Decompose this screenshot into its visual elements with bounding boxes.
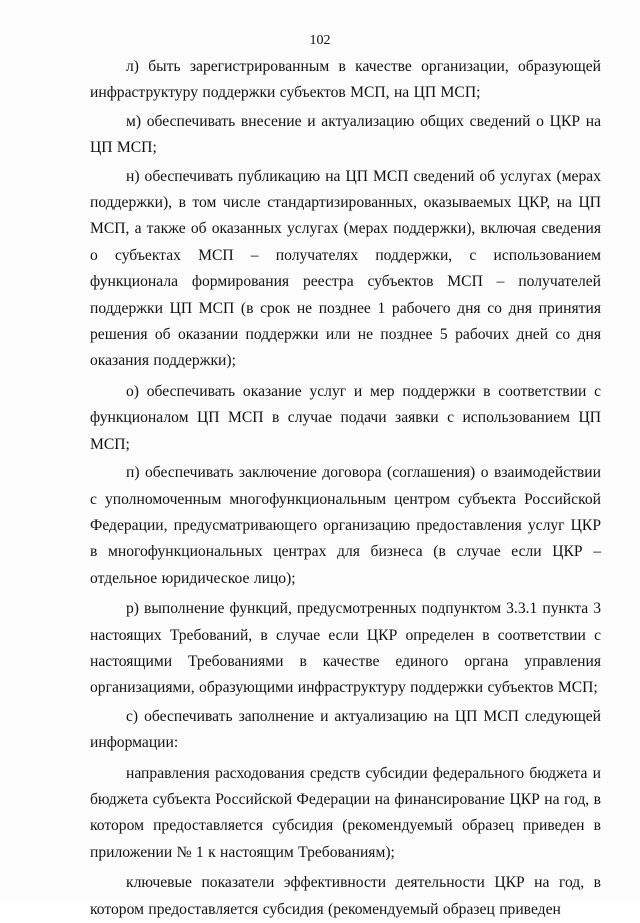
page-number: 102 [309, 33, 331, 48]
paragraph-kpi: ключевые показатели эффективности деятельности ЦКР на год, в котором предоставляется субсидия (рекомендуемый образец приведен [90, 874, 601, 918]
paragraph-l: л) быть зарегистрированным в качестве организации, образующей инфраструктуру поддержки субъектов МСП, на ЦП МСП; [90, 58, 601, 102]
paragraph-p: п) обеспечивать заключение договора (соглашения) о взаимодействии с уполномоченным многофункциональным центром субъекта Российской Федерации, предусматривающего организацию предоставления услуг ЦКР в многофункциональных центрах для бизнеса (в случае если ЦКР – отдельное юридическое лицо); [90, 464, 601, 587]
paragraph-o: о) обеспечивать оказание услуг и мер поддержки в соответствии с функционалом ЦП МСП в случае подачи заявки с использованием ЦП МСП; [90, 382, 601, 453]
paragraph-r: р) выполнение функций, предусмотренных подпунктом 3.3.1 пункта 3 настоящих Требований, в случае если ЦКР определен в соответствии с настоящими Требованиями в качестве единого органа управления организациями, образующими инфраструктуру поддержки субъектов МСП; [90, 600, 601, 697]
paragraph-m: м) обеспечивать внесение и актуализацию общих сведений о ЦКР на ЦП МСП; [90, 112, 601, 157]
document-body [90, 54, 601, 923]
paragraph-funding-directions: направления расходования средств субсидии федерального бюджета и бюджета субъекта Российской Федерации на финансирование ЦКР на год, в котором предоставляется субсидия (рекомендуемый образец приведен в приложении № 1 к настоящим Требованиям); [90, 764, 601, 861]
paragraph-s: с) обеспечивать заполнение и актуализацию на ЦП МСП следующей информации: [90, 707, 601, 752]
paragraph-n: н) обеспечивать публикацию на ЦП МСП сведений об услугах (мерах поддержки), в том числе стандартизированных, оказываемых ЦКР, на ЦП МСП, а также об оказанных услугах (мерах поддержки), включая сведения о субъектах МСП – получателях поддержки, с использованием функционала формирования реестра субъектов МСП – получателей поддержки ЦП МСП (в срок не позднее 1 рабочего дня со дня принятия решения об оказании поддержки или не позднее 5 рабочих дней со дня оказания поддержки); [90, 167, 601, 370]
